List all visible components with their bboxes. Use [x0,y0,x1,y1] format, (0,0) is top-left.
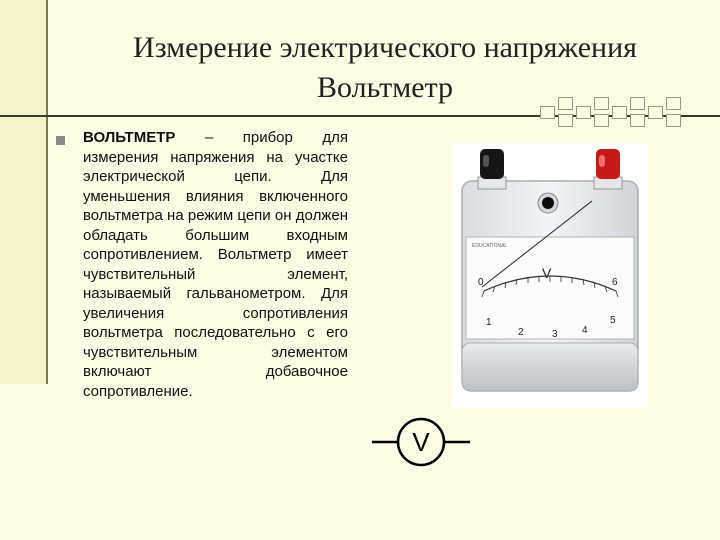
scale-label-3: 3 [552,329,558,340]
decor-square [594,97,609,110]
dial-brand: EDUCATIONAL [472,243,508,249]
slide-title [50,28,720,108]
decor-square [666,97,681,110]
scale-label-6: 6 [612,277,618,288]
decor-square [666,114,681,127]
decor-square [630,97,645,110]
decor-squares [540,100,690,130]
decor-square [648,106,663,119]
left-decor-band [0,0,46,384]
dial-unit: V [542,265,552,281]
title-line-1: Измерение электрического напряжения [133,31,637,64]
meter-base [462,343,638,391]
voltmeter-symbol [372,406,470,478]
decor-square [630,114,645,127]
bullet-marker [56,136,65,145]
left-decor-line [46,0,48,384]
definition-text: – прибор для измерения напряжения на участке электрической цепи. Для уменьшения влияния включенного вольтметра на режим цепи он должен обладать большим входным сопротивлением. Вольтметр имеет чувствительный элемент, называемый гальванометром. Для увеличения сопротивления вольтметра последовательно с его чувствительным элементом включают добавочное сопротивление. [83,129,348,400]
scale-label-1: 1 [486,317,492,328]
adjust-knob [542,197,554,209]
decor-square [558,97,573,110]
symbol-letter: V [412,427,430,457]
scale-label-2: 2 [518,327,524,338]
term-voltmeter: ВОЛЬТМЕТР [83,129,176,146]
voltmeter-photo [452,143,648,408]
decor-square [576,106,591,119]
decor-square [612,106,627,119]
decor-square [558,114,573,127]
definition-paragraph [83,128,348,401]
scale-label-0: 0 [478,277,484,288]
decor-square [594,114,609,127]
scale-label-4: 4 [582,325,588,336]
scale-label-5: 5 [610,315,616,326]
title-line-2: Вольтметр [316,71,453,104]
decor-square [540,106,555,119]
